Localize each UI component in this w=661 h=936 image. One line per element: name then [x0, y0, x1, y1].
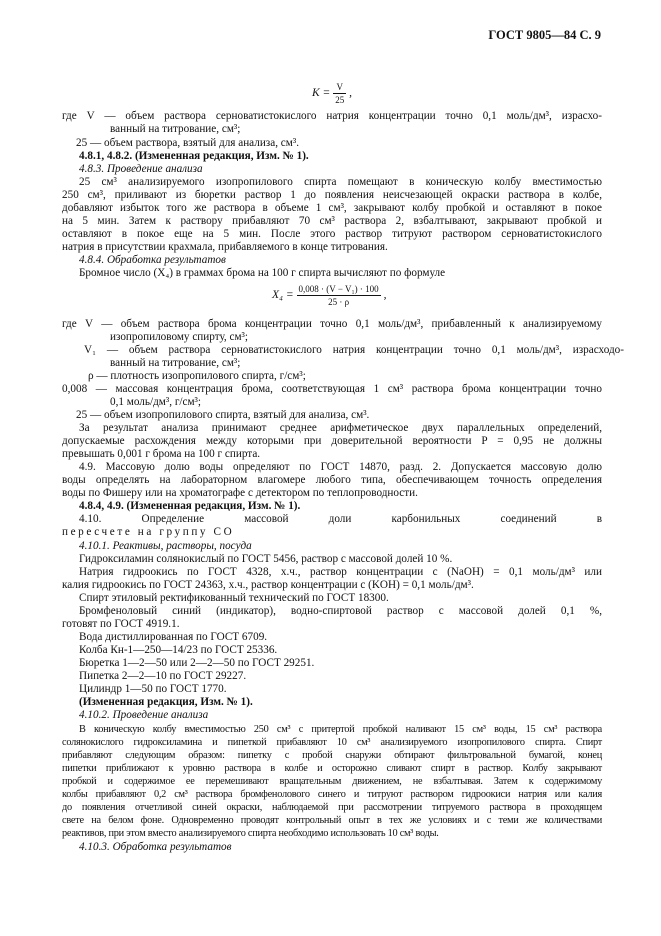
text-line: прибавляют следующим образом: пипетку с пробой снаружи обтирают фильтровальной бумагой, конец: [62, 750, 602, 761]
text-line: допускаемые расхождения между которыми при доверительной вероятности P = 0,95 не должны: [62, 435, 602, 447]
formula-x4-tail: ,: [383, 289, 387, 302]
text-line: (Измененная редакция, Изм. № 1).: [79, 696, 253, 708]
section-heading-line: пересчете на группу СО: [62, 526, 235, 538]
text-line: Натрия гидроокись по ГОСТ 4328, х.ч., раствор концентрации c (NaOH) = 0,1 моль/дм³ или: [79, 566, 602, 578]
text-line: Цилиндр 1—50 по ГОСТ 1770.: [79, 683, 227, 695]
text-line: колбы прибавляют 0,2 см³ раствора бромфенолового синего и титруют раствором гидроокиси натрия или калия: [62, 789, 602, 800]
formula-k-fraction: [333, 82, 346, 105]
text-line: Вода дистиллированная по ГОСТ 6709.: [79, 631, 268, 643]
formula-x4-lhs: X₄ =: [272, 289, 294, 302]
text-line: 4.8.4, 4.9. (Измененная редакция, Изм. № 1).: [79, 500, 301, 512]
formula-x4: [272, 284, 386, 307]
text-line: до появления отчетливой синей окраски, наблюдаемой при рассмотрении титруемого раствора в проходящем: [62, 802, 602, 813]
formula-k-tail: ,: [349, 87, 352, 100]
text-line: солянокислого гидроксиламина и пипеткой прибавляют 10 см³ анализируемого изопропилового спирта. Спирт: [62, 737, 602, 748]
text-line: реактивов, при этом вместо анализируемого спирта необходимо использовать 10 см³ воды.: [62, 828, 439, 839]
text-line: 4.8.4. Обработка результатов: [79, 254, 226, 266]
text-line: Колба Кн-1—250—14/23 по ГОСТ 25336.: [79, 644, 278, 656]
text-line: 250 см³, приливают из бюретки раствор 1 до появления неисчезающей окраски раствора в колбе,: [62, 189, 602, 201]
text-line: свете на белом фоне. Одновременно проводят контрольный опыт в тех же условиях и с теми же количествами: [62, 815, 602, 826]
text-line: превышать 0,001 г брома на 100 г спирта.: [62, 448, 261, 460]
text-line: Гидроксиламин солянокислый по ГОСТ 5456, раствор с массовой долей 10 %.: [79, 553, 453, 565]
text-line: 25 — объем изопропилового спирта, взятый для анализа, см³.: [76, 409, 370, 421]
text-line: V₁ — объем раствора серноватистокислого натрия концентрации точно 0,1 моль/дм³, израсходо-: [84, 344, 624, 356]
text-line: добавляют избыток того же раствора в объеме 1 см³, закрывают колбу пробкой и оставляют в покое: [62, 202, 602, 214]
text-line: 4.10.2. Проведение анализа: [79, 709, 209, 721]
text-line: пробкой и содержимое ее перемешивают вращательным движением, не взбалтывая. Затем к содержимому: [62, 776, 602, 787]
section-heading-line: 4.10. Определение массовой доли карбонильных соединений в: [79, 513, 602, 525]
text-line: ванный на титрование, см³;: [110, 123, 241, 135]
text-line: 25 см³ анализируемого изопропилового спирта помещают в коническую колбу вместимостью: [79, 176, 602, 188]
text-line: натрия в присутствии крахмала, прибавляемого в конце титрования.: [62, 241, 388, 253]
text-line: Бромфеноловый синий (индикатор), водно-спиртовой раствор с массовой долей 0,1 %,: [79, 605, 602, 617]
formula-x4-fraction: [297, 284, 381, 307]
formula-x4-numerator: 0,008 · (V − V₁) · 100: [298, 284, 379, 294]
formula-k-lhs: K =: [312, 87, 331, 100]
formula-k-numerator: V: [333, 82, 346, 94]
text-line: ванный на титрование, см³;: [110, 357, 241, 369]
text-line: где V — объем раствора серноватистокислого натрия концентрации точно 0,1 моль/дм³, израсхо-: [62, 110, 602, 122]
text-line: 4.10.1. Реактивы, растворы, посуда: [79, 540, 252, 552]
text-line: воды определять на лабораторном влагомере любого типа, обеспечивающем точность определения: [62, 474, 602, 486]
text-line: 4.10.3. Обработка результатов: [79, 841, 232, 853]
text-line: готовят по ГОСТ 4919.1.: [62, 618, 180, 630]
text-line: оставляют в покое еще на 5 мин. После этого раствор титруют раствором серноватистокислого: [62, 228, 602, 240]
text-line: 25 — объем раствора, взятый для анализа, см³.: [76, 137, 299, 149]
text-line: 0,008 — массовая концентрация брома, соответствующая 1 см³ раствора брома концентрации точно: [62, 383, 602, 395]
text-line: Бюретка 1—2—50 или 2—2—50 по ГОСТ 29251.: [79, 657, 315, 669]
text-line: на 5 мин. Затем к раствору прибавляют 70 см³ раствора 2, взбалтывают, закрывают пробкой и: [62, 215, 602, 227]
text-line: пипетки приближают к уровню раствора в колбе и осторожно сливают спирт в раствор. Колбу закрывают: [62, 763, 602, 774]
text-line: Бромное число (X₄) в граммах брома на 100 г спирта вычисляют по формуле: [79, 267, 446, 279]
text-line: 4.8.1, 4.8.2. (Измененная редакция, Изм. № 1).: [79, 150, 309, 162]
text-line: калия гидроокись по ГОСТ 24363, х.ч., раствор концентрации c (KOH) = 0,1 моль/дм³.: [62, 579, 474, 591]
text-line: 4.8.3. Проведение анализа: [79, 163, 203, 175]
text-line: Спирт этиловый ректификованный технический по ГОСТ 18300.: [79, 592, 389, 604]
text-line: За результат анализа принимают среднее арифметическое двух параллельных определений,: [79, 422, 602, 434]
text-line: Пипетка 2—2—10 по ГОСТ 29227.: [79, 670, 247, 682]
text-line: изопропиловому спирту, см³;: [110, 331, 249, 343]
text-line: где V — объем раствора брома концентрации точно 0,1 моль/дм³, прибавленный к анализируемому: [62, 318, 602, 330]
text-line: ρ — плотность изопропилового спирта, г/см³;: [88, 370, 306, 382]
formula-k-denominator: 25: [335, 95, 345, 105]
formula-x4-denominator: 25 · ρ: [328, 297, 350, 307]
text-line: воды по Фишеру или на хроматографе с детектором по теплопроводности.: [62, 487, 418, 499]
text-line: В коническую колбу вместимостью 250 см³ с притертой пробкой наливают 15 см³ воды, 15 см³ раствора: [79, 724, 602, 735]
formula-k: [312, 82, 352, 105]
text-line: 0,1 моль/дм³, г/см³;: [110, 396, 202, 408]
page-header: ГОСТ 9805—84 С. 9: [488, 28, 601, 42]
text-line: 4.9. Массовую долю воды определяют по ГОСТ 14870, разд. 2. Допускается массовую долю: [79, 461, 602, 473]
